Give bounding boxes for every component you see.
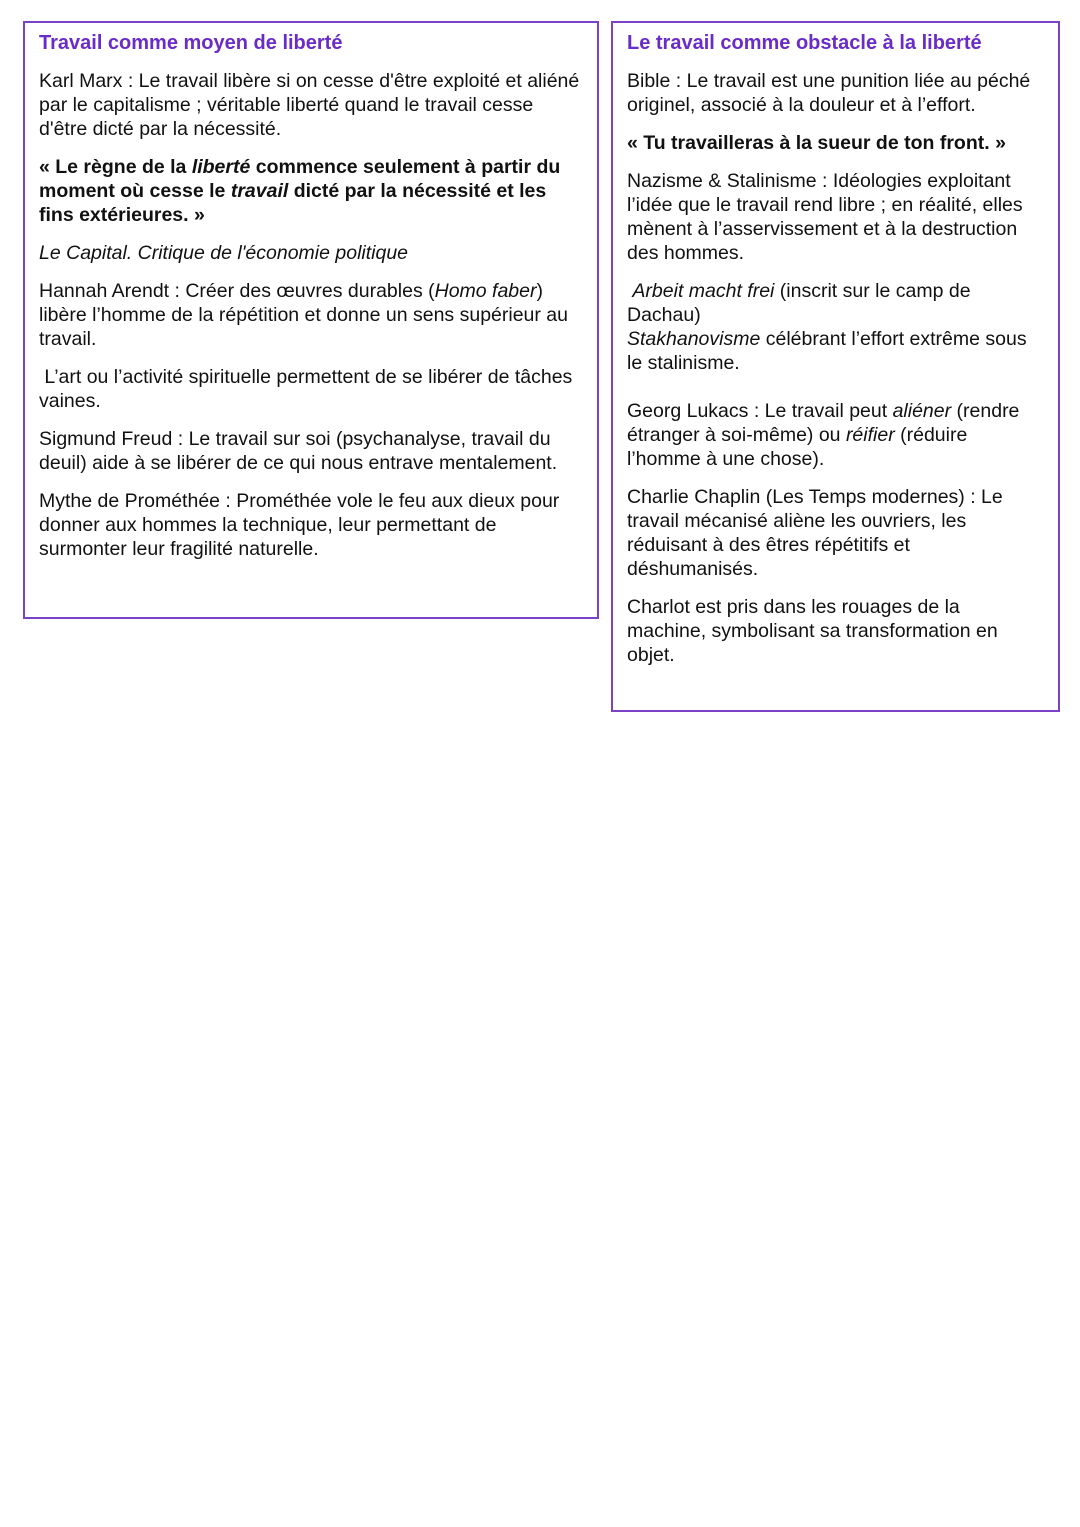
art-paragraph: L’art ou l’activité spirituelle permettent de se libérer de tâches vaines. <box>39 366 578 412</box>
lukacs-paragraph: Georg Lukacs : Le travail peut aliéner (rendre étranger à soi-même) ou réifier (réduire l’homme à une chose). <box>627 400 1020 470</box>
arbeit-stakh-paragraph <box>627 279 1044 375</box>
bible-paragraph: Bible : Le travail est une punition liée au péché originel, associé à la douleur et à l’effort. <box>627 70 1031 116</box>
left-column-box <box>23 21 599 619</box>
right-column-title: Le travail comme obstacle à la liberté <box>627 32 982 54</box>
nazisme-paragraph: Nazisme & Stalinisme : Idéologies exploitant l’idée que le travail rend libre ; en réalité, elles mènent à l’asservissement et à la destruction des hommes. <box>627 170 1023 264</box>
promethee-paragraph: Mythe de Prométhée : Prométhée vole le feu aux dieux pour donner aux hommes la technique, leur permettant de surmonter leur fragilité naturelle. <box>39 490 560 560</box>
left-column-title: Travail comme moyen de liberté <box>39 32 343 54</box>
arendt-paragraph: Hannah Arendt : Créer des œuvres durables (Homo faber) libère l’homme de la répétition et donne un sens supérieur au travail. <box>39 280 568 350</box>
marx-quote: « Le règne de la liberté commence seulement à partir du moment où cesse le travail dicté par la nécessité et les fins extérieures. » <box>39 156 561 226</box>
arbeit-line: Arbeit macht frei (inscrit sur le camp de Dachau) <box>627 280 971 326</box>
chaplin-paragraph: Charlie Chaplin (Les Temps modernes) : Le travail mécanisé aliène les ouvriers, les réduisant à des êtres répétitifs et déshumanisés. <box>627 486 1003 580</box>
stakh-line: Stakhanovisme célébrant l’effort extrême sous le stalinisme. <box>627 328 1027 374</box>
marx-paragraph: Karl Marx : Le travail libère si on cesse d'être exploité et aliéné par le capitalisme ; véritable liberté quand le travail cesse d'être dicté par la nécessité. <box>39 70 580 140</box>
quote-source: Le Capital. Critique de l'économie politique <box>39 242 409 264</box>
bible-quote: « Tu travailleras à la sueur de ton front. » <box>627 132 1006 154</box>
freud-paragraph: Sigmund Freud : Le travail sur soi (psychanalyse, travail du deuil) aide à se libérer de ce qui nous entrave mentalement. <box>39 428 558 474</box>
right-column-box <box>611 21 1060 712</box>
charlot-paragraph: Charlot est pris dans les rouages de la machine, symbolisant sa transformation en objet. <box>627 596 998 666</box>
